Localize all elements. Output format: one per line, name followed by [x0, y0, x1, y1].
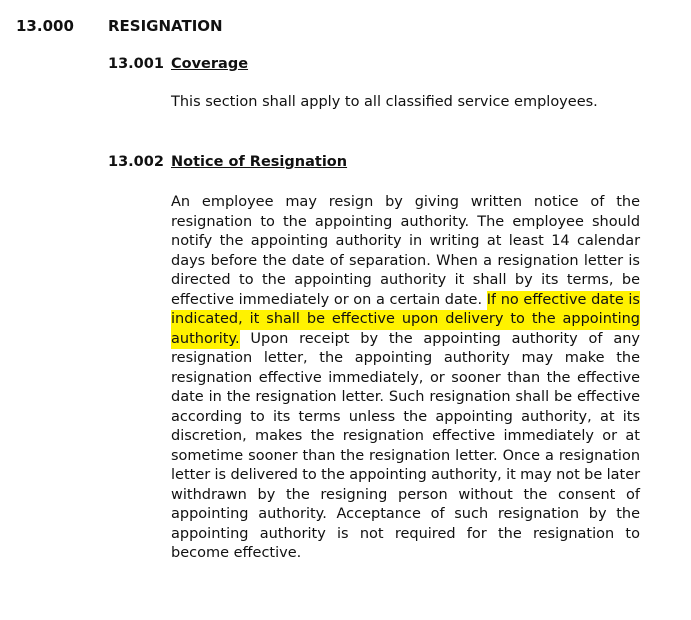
word-gap [605, 349, 617, 369]
word-gap [212, 232, 219, 252]
word: by [588, 506, 607, 522]
word: of [329, 252, 344, 269]
word: before [210, 252, 258, 269]
word: resign [328, 194, 374, 210]
paragraph-line [171, 310, 640, 330]
word: receipt [299, 330, 350, 347]
word: be [553, 389, 573, 405]
word: letter, [263, 350, 308, 366]
section-number-coverage: 13.001 [108, 56, 164, 72]
word: effective [258, 369, 322, 386]
word: resignation [255, 389, 337, 405]
word: to [250, 408, 265, 425]
word-gap [603, 330, 614, 350]
word: terms, [566, 272, 614, 288]
word: immediately [238, 291, 330, 308]
word: calendar [577, 233, 641, 249]
highlighted-word: the [532, 310, 556, 330]
highlighted-word: is [628, 291, 640, 311]
word: the [319, 350, 344, 366]
word-gap [403, 193, 415, 213]
word: days [171, 252, 206, 269]
word-gap [372, 271, 380, 291]
word-gap [307, 213, 315, 233]
word-gap [392, 213, 400, 233]
word: resigning [320, 486, 388, 503]
word: later [606, 467, 641, 483]
word: resignation [171, 350, 253, 366]
word-gap [247, 427, 255, 447]
word-gap [265, 408, 273, 428]
word: resignation [342, 428, 424, 444]
word: the [340, 447, 365, 464]
word: to [625, 525, 640, 542]
word: Such [388, 389, 425, 405]
word: authority [335, 233, 402, 249]
paragraph-line [171, 505, 640, 525]
word-gap [231, 271, 239, 291]
word: authority [511, 330, 578, 347]
word-gap [286, 271, 294, 291]
word: than [302, 447, 336, 464]
highlighted-word: no [501, 291, 519, 311]
word: the [546, 369, 571, 386]
word: the [523, 486, 548, 503]
paragraph-line [171, 388, 640, 408]
word: person [398, 486, 448, 503]
highlighted-word: to [510, 310, 525, 330]
word-gap [326, 525, 337, 545]
word-gap [274, 193, 286, 213]
word: Acceptance [336, 506, 421, 522]
word-gap [252, 349, 264, 369]
word: the [219, 233, 244, 249]
word-gap [317, 193, 329, 213]
word: appointing [423, 330, 501, 347]
chapter-number: 13.000 [16, 17, 74, 35]
word: on [353, 291, 372, 308]
word: The [477, 213, 505, 230]
paragraph-line [171, 486, 640, 506]
paragraph-line [171, 447, 640, 467]
word: the [285, 486, 310, 503]
word-gap [288, 330, 299, 350]
word: the [310, 428, 335, 444]
word: resignation [497, 506, 580, 522]
word-gap [349, 330, 360, 350]
highlighted-word: effective [523, 291, 586, 311]
word-gap [488, 505, 498, 525]
word-gap [387, 486, 398, 506]
word: a [483, 252, 493, 269]
word-gap [503, 310, 510, 330]
word: notice [533, 194, 579, 210]
word: shall [515, 389, 550, 405]
word: to [302, 467, 317, 483]
word-gap [495, 427, 503, 447]
word-gap [613, 271, 621, 291]
word: withdrawn [171, 486, 247, 503]
word-gap [480, 232, 487, 252]
word: least [508, 233, 544, 249]
word: for [466, 525, 487, 542]
word: of [625, 486, 640, 503]
word: of [588, 330, 603, 347]
highlighted-word: effective [332, 310, 395, 330]
word-gap [334, 427, 342, 447]
word: the [497, 525, 522, 542]
word-gap [617, 427, 625, 447]
word-gap [504, 213, 512, 233]
word-gap [513, 486, 524, 506]
word: date. [444, 291, 483, 308]
word: at [486, 233, 502, 249]
word: appointing [354, 350, 433, 366]
word: according [171, 408, 243, 425]
word: be [621, 272, 640, 288]
word: resignation [369, 447, 451, 464]
word-gap [190, 193, 202, 213]
word: discretion, [171, 428, 247, 444]
word-gap [275, 486, 286, 506]
word: or [333, 291, 349, 308]
word: the [262, 252, 287, 269]
word-gap [349, 525, 360, 545]
word: 14 [551, 233, 570, 249]
word-gap [522, 193, 534, 213]
word: Upon [250, 330, 289, 347]
word-gap [522, 525, 533, 545]
word-gap [448, 486, 459, 506]
word-gap [446, 271, 454, 291]
word-gap [570, 232, 577, 252]
word-gap [553, 349, 565, 369]
word: than [507, 369, 541, 386]
word-gap [395, 310, 402, 330]
word-gap [275, 213, 283, 233]
highlighted-word: upon [402, 310, 438, 330]
highlighted-word: indicated, [171, 310, 243, 330]
paragraph-line [171, 466, 640, 486]
word: employee [512, 213, 584, 230]
word: by [385, 194, 403, 210]
word-gap [240, 330, 251, 350]
word-gap [302, 427, 310, 447]
word-gap [510, 349, 522, 369]
word: authority, [431, 467, 502, 483]
word-gap [615, 486, 626, 506]
word: the [226, 389, 251, 405]
word: authority [380, 272, 447, 288]
word: employee [201, 194, 274, 210]
word-gap [579, 193, 591, 213]
notice-of-resignation-body [171, 193, 640, 564]
word: giving [414, 194, 459, 210]
word-gap [513, 408, 521, 428]
word: the [616, 194, 640, 210]
word-gap [413, 330, 424, 350]
word: sometime [171, 447, 244, 464]
word: immediately [503, 428, 594, 444]
word-gap [259, 310, 266, 330]
word-gap [308, 349, 320, 369]
word: appointing [314, 213, 393, 230]
word: is [214, 467, 227, 483]
word: Once [502, 447, 541, 464]
highlighted-word: it [250, 310, 260, 330]
word-gap [459, 193, 471, 213]
word: such [454, 506, 489, 522]
word-gap [243, 232, 250, 252]
word-gap [254, 271, 262, 291]
word-gap [533, 271, 541, 291]
word: delivered [230, 467, 298, 483]
paragraph-line [171, 544, 640, 564]
word: terms [298, 408, 341, 425]
word: not [556, 467, 580, 483]
word-gap [249, 505, 259, 525]
word: effective [577, 389, 641, 405]
word-gap [464, 271, 472, 291]
word-gap [242, 408, 250, 428]
word: authority [259, 525, 326, 542]
word: resignation [429, 389, 511, 405]
word: is [628, 252, 640, 269]
word: in [408, 233, 423, 249]
word-gap [607, 505, 617, 525]
word-gap [310, 486, 321, 506]
highlighted-word: delivery [445, 310, 503, 330]
word-gap [525, 310, 532, 330]
paragraph-line [171, 408, 640, 428]
word: any [613, 330, 640, 347]
word-gap [438, 310, 445, 330]
word: should [592, 213, 641, 230]
word: appointing [349, 467, 427, 483]
word: without [458, 486, 513, 503]
word: in [208, 389, 222, 405]
word: notify [171, 233, 213, 249]
word-gap [456, 525, 467, 545]
word: When [436, 252, 478, 269]
word: its [622, 408, 641, 425]
word-gap [421, 505, 431, 525]
word: a [545, 447, 554, 464]
word-gap [384, 525, 395, 545]
word-gap [402, 232, 409, 252]
word: sooner [248, 447, 298, 464]
word-gap [501, 330, 512, 350]
word: of [590, 194, 605, 210]
word: its [541, 272, 559, 288]
word: letter [583, 252, 624, 269]
word: writing [429, 233, 480, 249]
word: a [375, 291, 385, 308]
word: date [291, 252, 325, 269]
word: the [388, 330, 413, 347]
word: effective [576, 369, 640, 386]
paragraph-line [171, 252, 640, 272]
word: by [514, 272, 533, 288]
word-gap [558, 271, 566, 291]
paragraph-line [171, 330, 640, 350]
word: authority, [521, 408, 592, 425]
word: letter. [455, 447, 498, 464]
word-gap [615, 408, 623, 428]
word-gap [395, 408, 403, 428]
word: consent [557, 486, 616, 503]
word: the [262, 272, 286, 288]
word: certain [389, 291, 441, 308]
paragraph-line [171, 291, 640, 311]
word: letter. [341, 389, 384, 405]
word: or [429, 369, 445, 386]
word-gap [501, 232, 508, 252]
paragraph-line [171, 271, 640, 291]
word-gap [544, 232, 551, 252]
word-gap [249, 525, 260, 545]
word-gap [341, 408, 349, 428]
word: not [359, 525, 384, 542]
word-gap [592, 408, 600, 428]
paragraph-line [171, 369, 640, 389]
word: to [239, 272, 254, 288]
word: immediately, [328, 369, 424, 386]
word: may [521, 350, 554, 366]
word: at [599, 408, 615, 425]
word: effective [171, 291, 235, 308]
word-gap [327, 505, 337, 525]
word: of [430, 506, 445, 522]
word-gap [445, 505, 455, 525]
word: unless [348, 408, 396, 425]
coverage-text: This section shall apply to all classified service employees. [171, 94, 598, 110]
word: letter [171, 467, 211, 483]
word: make [564, 350, 605, 366]
word-gap [243, 310, 250, 330]
word: become [171, 545, 230, 561]
word-gap [584, 213, 592, 233]
word-gap [487, 525, 498, 545]
word: directed [171, 272, 231, 288]
word: the [403, 408, 428, 425]
word-gap [432, 349, 444, 369]
word-gap [328, 232, 335, 252]
word-gap [578, 330, 589, 350]
section-title-coverage: Coverage [171, 56, 249, 72]
word-gap [422, 232, 429, 252]
word-gap [343, 349, 355, 369]
highlighted-word: authority. [171, 330, 240, 350]
word-gap [378, 330, 389, 350]
word: makes [254, 428, 303, 444]
word: effective [432, 428, 496, 444]
word-gap [252, 213, 260, 233]
word: by [257, 486, 276, 503]
chapter-title: RESIGNATION [108, 17, 223, 35]
word: authority. [400, 213, 470, 230]
word-gap [579, 505, 589, 525]
word: appointing [435, 408, 513, 425]
word: by [360, 330, 379, 347]
word: separation. [349, 252, 431, 269]
highlighted-word: be [307, 310, 325, 330]
word-gap [290, 408, 298, 428]
paragraph-line [171, 349, 640, 369]
word: resignation [532, 525, 615, 542]
word-gap [300, 310, 307, 330]
word: shall [472, 272, 507, 288]
word: resignation [558, 447, 641, 464]
word-gap [506, 271, 514, 291]
word: sooner [451, 369, 501, 386]
word: written [470, 194, 523, 210]
paragraph-line [171, 525, 640, 545]
paragraph-line [171, 193, 640, 213]
word: the [321, 467, 345, 483]
word: may [520, 467, 552, 483]
word-gap [427, 408, 435, 428]
word: its [273, 408, 291, 425]
word: may [285, 194, 317, 210]
paragraph-line [171, 427, 640, 447]
word: authority. [258, 506, 327, 522]
word-gap [547, 486, 558, 506]
paragraph-line [171, 213, 640, 233]
highlighted-word: appointing [563, 310, 641, 330]
word-gap [604, 193, 616, 213]
word: effective. [233, 545, 302, 561]
word: it [506, 467, 516, 483]
section-number-notice: 13.002 [108, 154, 164, 170]
word: appointing [250, 233, 329, 249]
word: the [616, 506, 641, 522]
word: resignation [171, 213, 253, 230]
word-gap [247, 486, 258, 506]
word: or [602, 428, 618, 444]
word-gap [614, 525, 625, 545]
word: it [454, 272, 465, 288]
paragraph-line [171, 232, 640, 252]
word: resignation [497, 252, 579, 269]
word-gap [424, 427, 432, 447]
word: the [616, 350, 640, 366]
word: the [282, 213, 307, 230]
word: be [584, 467, 603, 483]
word: appointing [294, 272, 372, 288]
word: authority [443, 350, 510, 366]
word: resignation [171, 369, 253, 386]
word: required [394, 525, 456, 542]
highlighted-word: date [591, 291, 624, 311]
section-title-notice: Notice of Resignation [171, 154, 348, 170]
word: appointing [171, 525, 249, 542]
word: at [625, 428, 640, 444]
highlighted-word: shall [266, 310, 300, 330]
word: to [260, 213, 275, 230]
word: An [171, 194, 191, 210]
word-gap [556, 310, 563, 330]
word: date [171, 389, 204, 405]
word: is [337, 525, 349, 542]
word: appointing [171, 506, 249, 522]
highlighted-word: If [487, 291, 496, 311]
word-gap [325, 310, 332, 330]
word-gap [373, 193, 385, 213]
word-gap [594, 427, 602, 447]
